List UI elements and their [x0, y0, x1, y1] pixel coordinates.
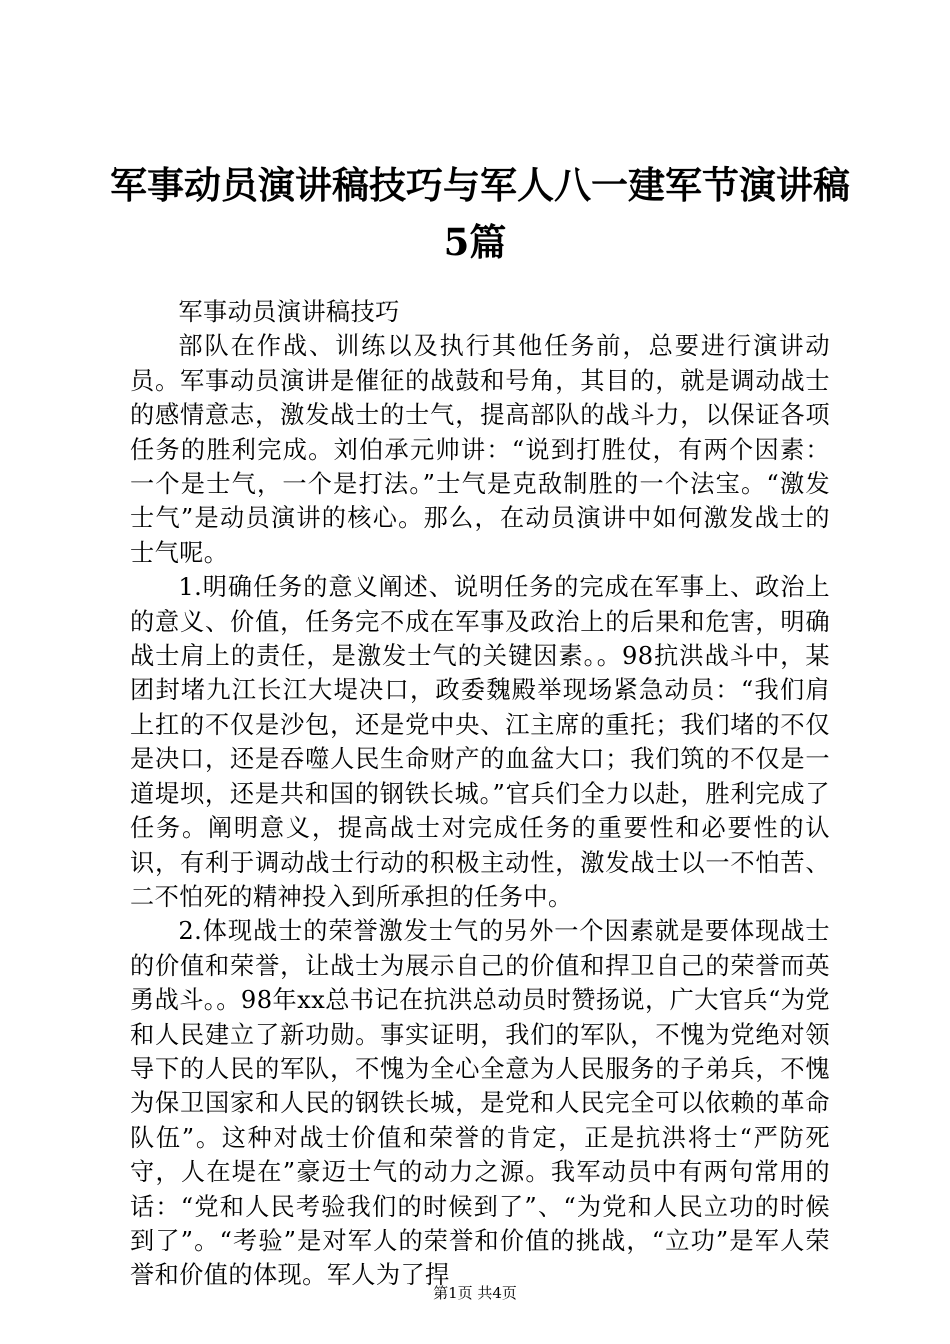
document-title-line-1: 军事动员演讲稿技巧与军人八一建军节演讲稿	[110, 163, 850, 207]
page-footer: 第1页 共4页	[433, 1284, 517, 1302]
body-paragraph-point-2: 2.体现战士的荣誉激发士气的另外一个因素就是要体现战士的价值和荣誉，让战士为展示自己的价值和捍卫自己的荣誉而英勇战斗。。98年xx总书记在抗洪总动员时赞扬说，广大官兵“为党和人民建立了新功勋。事实证明，我们的军队，不愧为党绝对领导下的人民的军队，不愧为全心全意为人民服务的子弟兵，不愧为保卫国家和人民的钢铁长城，是党和人民完全可以依赖的革命队伍”。这种对战士价值和荣誉的肯定，正是抗洪将士“严防死守，人在堤在”豪迈士气的动力之源。我军动员中有两句常用的话：“党和人民考验我们的时候到了”、“为党和人民立功的时候到了”。“考验”是对军人的荣誉和价值的挑战，“立功”是军人荣誉和价值的体现。军人为了捍	[130, 917, 830, 1290]
body-paragraph-intro: 部队在作战、训练以及执行其他任务前，总要进行演讲动员。军事动员演讲是催征的战鼓和号角，其目的，就是调动战士的感情意志，激发战士的士气，提高部队的战斗力，以保证各项任务的胜利完成。刘伯承元帅讲：“说到打胜仗，有两个因素：一个是士气，一个是打法。”士气是克敌制胜的一个法宝。“激发士气”是动员演讲的核心。那么，在动员演讲中如何激发战士的士气呢。	[130, 332, 830, 567]
section-heading: 军事动员演讲稿技巧	[178, 298, 400, 326]
body-paragraph-point-1: 1.明确任务的意义阐述、说明任务的完成在军事上、政治上的意义、价值，任务完不成在军事及政治上的后果和危害，明确战士肩上的责任，是激发士气的关键因素。。98抗洪战斗中，某团封堵九江长江大堤决口，政委魏殿举现场紧急动员：“我们肩上扛的不仅是沙包，还是党中央、江主席的重托；我们堵的不仅是决口，还是吞噬人民生命财产的血盆大口；我们筑的不仅是一道堤坝，还是共和国的钢铁长城。”官兵们全力以赴，胜利完成了任务。阐明意义，提高战士对完成任务的重要性和必要性的认识，有利于调动战士行动的积极主动性，激发战士以一不怕苦、二不怕死的精神投入到所承担的任务中。	[130, 573, 830, 911]
document-title-line-2: 5篇	[443, 220, 507, 264]
document-body	[130, 295, 830, 1293]
